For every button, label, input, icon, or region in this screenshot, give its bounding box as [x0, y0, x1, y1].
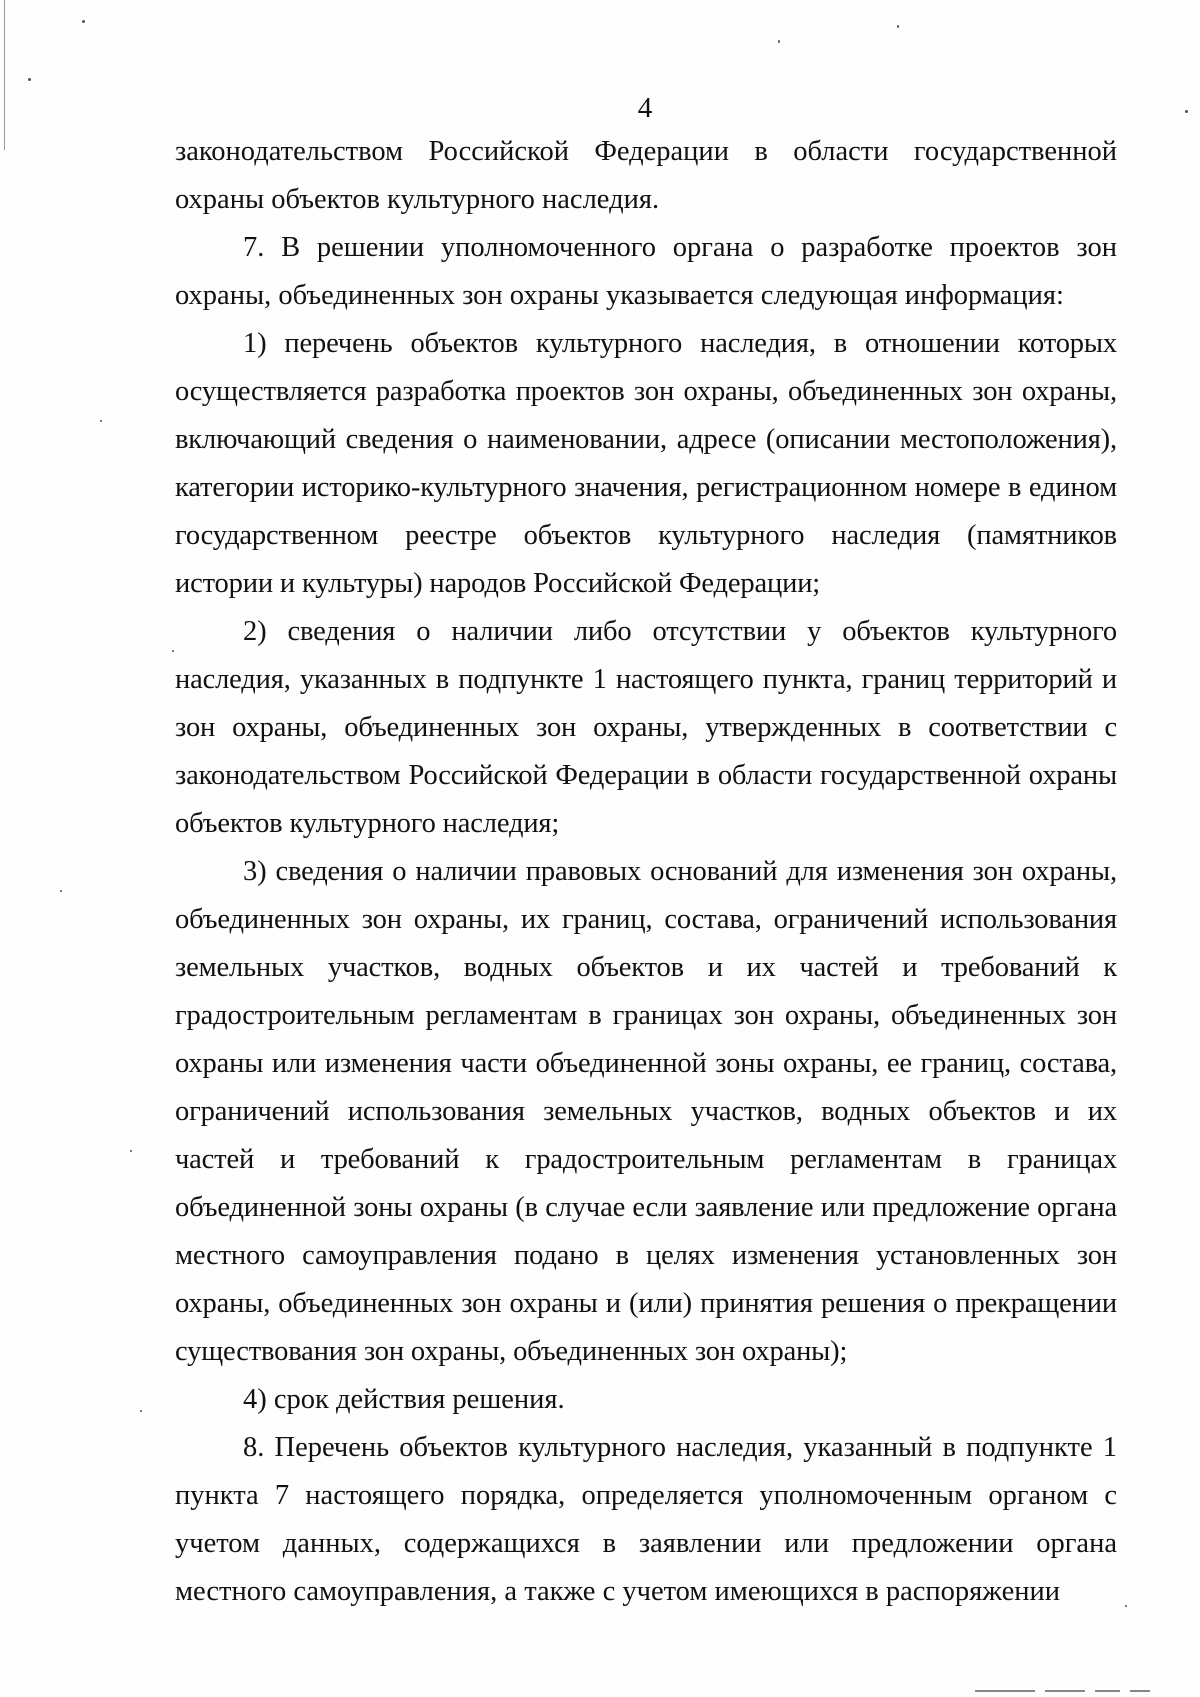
- paragraph-subitem-3: 3) сведения о наличии правовых оснований для изменения зон охраны, объединенных зон охраны, их границ, состава, ограничений использования земельных участков, водных объектов и их частей и требований к градостроительным регламентам в границах зон охраны, объединенных зон охраны или изменения части объединенной зоны охраны, ее границ, состава, ограничений использования земельных участков, водных объектов и их частей и требований к градостроительным регламентам в границах объединенной зоны охраны (в случае если заявление или предложение органа местного самоуправления подано в целях изменения установленных зон охраны, объединенных зон охраны и (или) принятия решения о прекращении существования зон охраны, объединенных зон охраны);: [175, 856, 1117, 1367]
- scan-speck: [60, 890, 62, 892]
- paragraph-subitem-2: 2) сведения о наличии либо отсутствии у объектов культурного наследия, указанных в подпункте 1 настоящего пункта, границ территорий и зон охраны, объединенных зон охраны, утвержденных в соответствии с законодательством Российской Федерации в области государственной охраны объектов культурного наследия;: [175, 616, 1117, 839]
- scan-speck: [130, 1150, 132, 1152]
- scan-speck: [28, 78, 31, 81]
- scan-speck: [1125, 1605, 1127, 1607]
- scan-bottom-mark: [975, 1690, 1035, 1692]
- scan-speck: [1185, 110, 1188, 113]
- scan-speck: [778, 40, 780, 43]
- scan-speck: [140, 1410, 142, 1412]
- scan-speck: [82, 20, 85, 23]
- page-number: 4: [637, 92, 653, 124]
- paragraph-item-8: 8. Перечень объектов культурного наследия, указанный в подпункте 1 пункта 7 настоящего порядка, определяется уполномоченным органом с учетом данных, содержащихся в заявлении или предложении органа местного самоуправления, а также с учетом имеющихся в распоряжении: [175, 1432, 1117, 1607]
- paragraph-continuation: законодательством Российской Федерации в области государственной охраны объектов культурного наследия.: [175, 136, 1117, 215]
- scan-bottom-mark: [1045, 1690, 1085, 1692]
- scan-bottom-mark: [1130, 1690, 1150, 1692]
- paragraph-item-7: 7. В решении уполномоченного органа о разработке проектов зон охраны, объединенных зон охраны указывается следующая информация:: [175, 232, 1117, 311]
- scan-speck: [897, 25, 899, 28]
- paragraph-subitem-4: 4) срок действия решения.: [243, 1384, 565, 1415]
- scan-speck: [100, 420, 102, 422]
- scan-speck: [172, 650, 174, 652]
- paragraph-subitem-1: 1) перечень объектов культурного наследия, в отношении которых осуществляется разработка проектов зон охраны, объединенных зон охраны, включающий сведения о наименовании, адресе (описании местоположения), категории историко-культурного значения, регистрационном номере в едином государственном реестре объектов культурного наследия (памятников истории и культуры) народов Российской Федерации;: [175, 328, 1117, 599]
- document-body: [175, 128, 1117, 1616]
- scan-bottom-mark: [1095, 1690, 1120, 1692]
